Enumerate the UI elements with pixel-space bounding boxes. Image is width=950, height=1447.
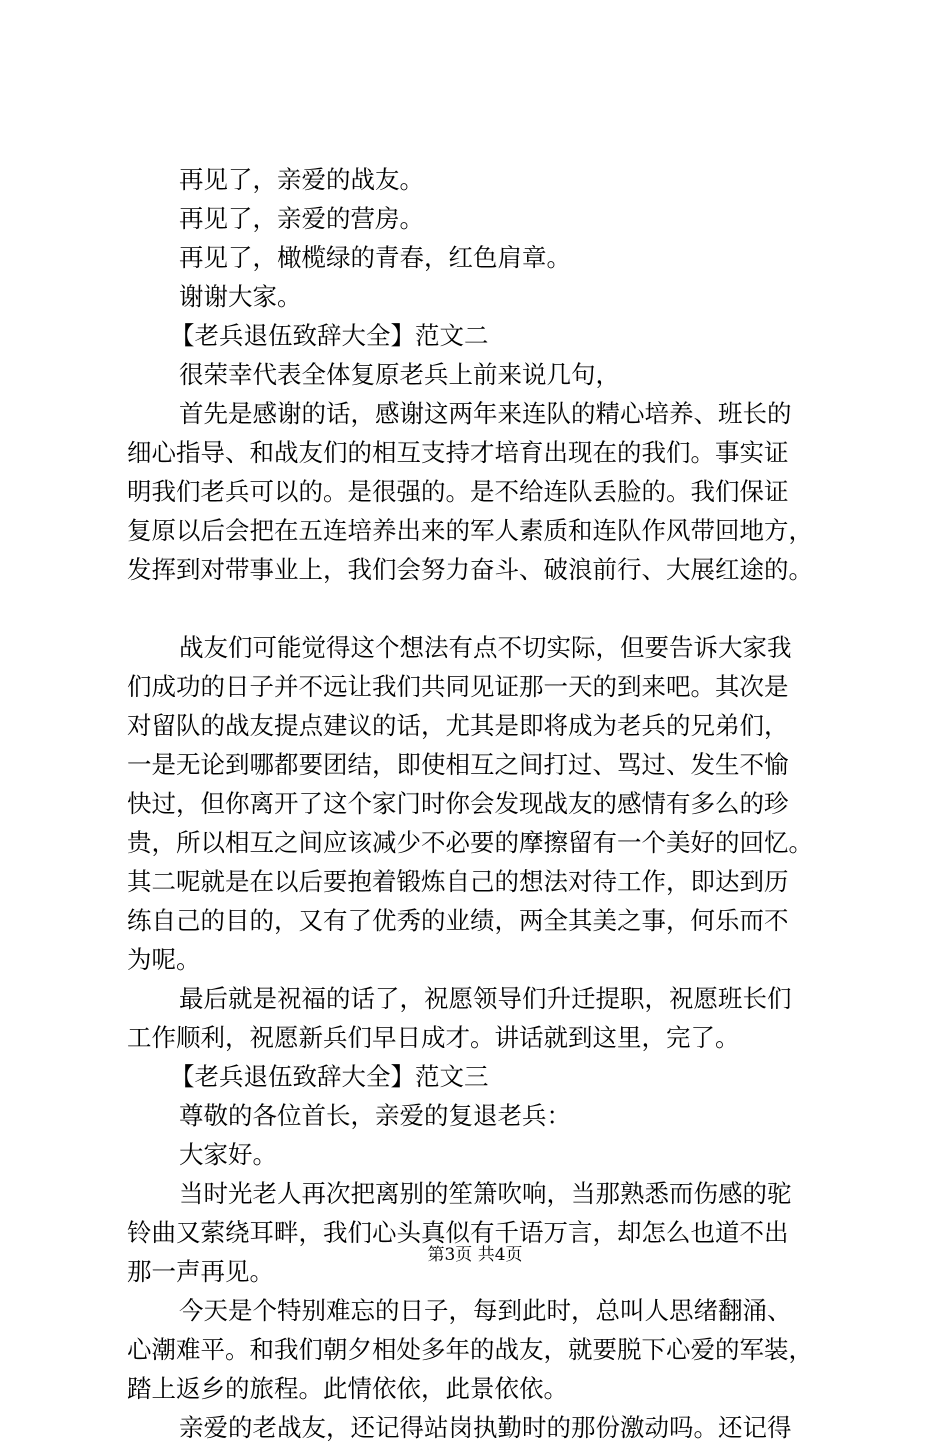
text-line: 们成功的日子并不远让我们共同见证那一天的到来吧。其次是 (127, 672, 789, 701)
page-footer: 第3页 共4页 (427, 1245, 523, 1265)
text-line: 大家好。 (179, 1140, 277, 1169)
text-line: 心潮难平。和我们朝夕相处多年的战友，就要脱下心爱的军装， (127, 1335, 813, 1364)
text-line: 其二呢就是在以后要抱着锻炼自己的想法对待工作，即达到历 (127, 867, 789, 896)
text-line: 复原以后会把在五连培养出来的军人素质和连队作风带回地方， (127, 516, 813, 545)
text-line: 贵，所以相互之间应该减少不必要的摩擦留有一个美好的回忆。 (127, 828, 813, 857)
text-line: 谢谢大家。 (179, 282, 302, 311)
text-line: 那一声再见。 (127, 1257, 274, 1286)
text-line: 当时光老人再次把离别的笙箫吹响，当那熟悉而伤感的驼 (179, 1179, 792, 1208)
text-line: 今天是个特别难忘的日子，每到此时，总叫人思绪翻涌、 (179, 1296, 792, 1325)
text-line: 最后就是祝福的话了，祝愿领导们升迁提职，祝愿班长们 (179, 984, 792, 1013)
text-line: 尊敬的各位首长，亲爱的复退老兵： (179, 1101, 571, 1130)
text-line: 再见了，亲爱的战友。 (179, 165, 424, 194)
text-line: 再见了，亲爱的营房。 (179, 204, 424, 233)
text-line: 亲爱的老战友，还记得站岗执勤时的那份激动吗。还记得 (179, 1413, 792, 1442)
text-line: 细心指导、和战友们的相互支持才培育出现在的我们。事实证 (127, 438, 789, 467)
text-line: 踏上返乡的旅程。此情依依，此景依依。 (127, 1374, 568, 1403)
text-line: 战友们可能觉得这个想法有点不切实际，但要告诉大家我 (179, 633, 792, 662)
text-line: 明我们老兵可以的。是很强的。是不给连队丢脸的。我们保证 (127, 477, 789, 506)
text-line: 快过，但你离开了这个家门时你会发现战友的感情有多么的珍 (127, 789, 789, 818)
text-line: 工作顺利，祝愿新兵们早日成才。讲话就到这里，完了。 (127, 1023, 740, 1052)
text-line: 为呢。 (127, 945, 201, 974)
text-line: 发挥到对带事业上，我们会努力奋斗、破浪前行、大展红途的。 (127, 555, 813, 584)
text-line: 对留队的战友提点建议的话，尤其是即将成为老兵的兄弟们， (127, 711, 789, 740)
paragraph-gap (127, 589, 839, 628)
section-heading: 【老兵退伍致辞大全】范文二 (170, 321, 489, 350)
text-line: 首先是感谢的话，感谢这两年来连队的精心培养、班长的 (179, 399, 792, 428)
text-line: 很荣幸代表全体复原老兵上前来说几句， (179, 360, 620, 389)
text-line: 再见了，橄榄绿的青春，红色肩章。 (179, 243, 571, 272)
text-line: 练自己的目的，又有了优秀的业绩，两全其美之事，何乐而不 (127, 906, 789, 935)
text-line: 铃曲又萦绕耳畔，我们心头真似有千语万言，却怎么也道不出 (127, 1218, 789, 1247)
text-line: 一是无论到哪都要团结，即使相互之间打过、骂过、发生不愉 (127, 750, 789, 779)
section-heading: 【老兵退伍致辞大全】范文三 (170, 1062, 489, 1091)
